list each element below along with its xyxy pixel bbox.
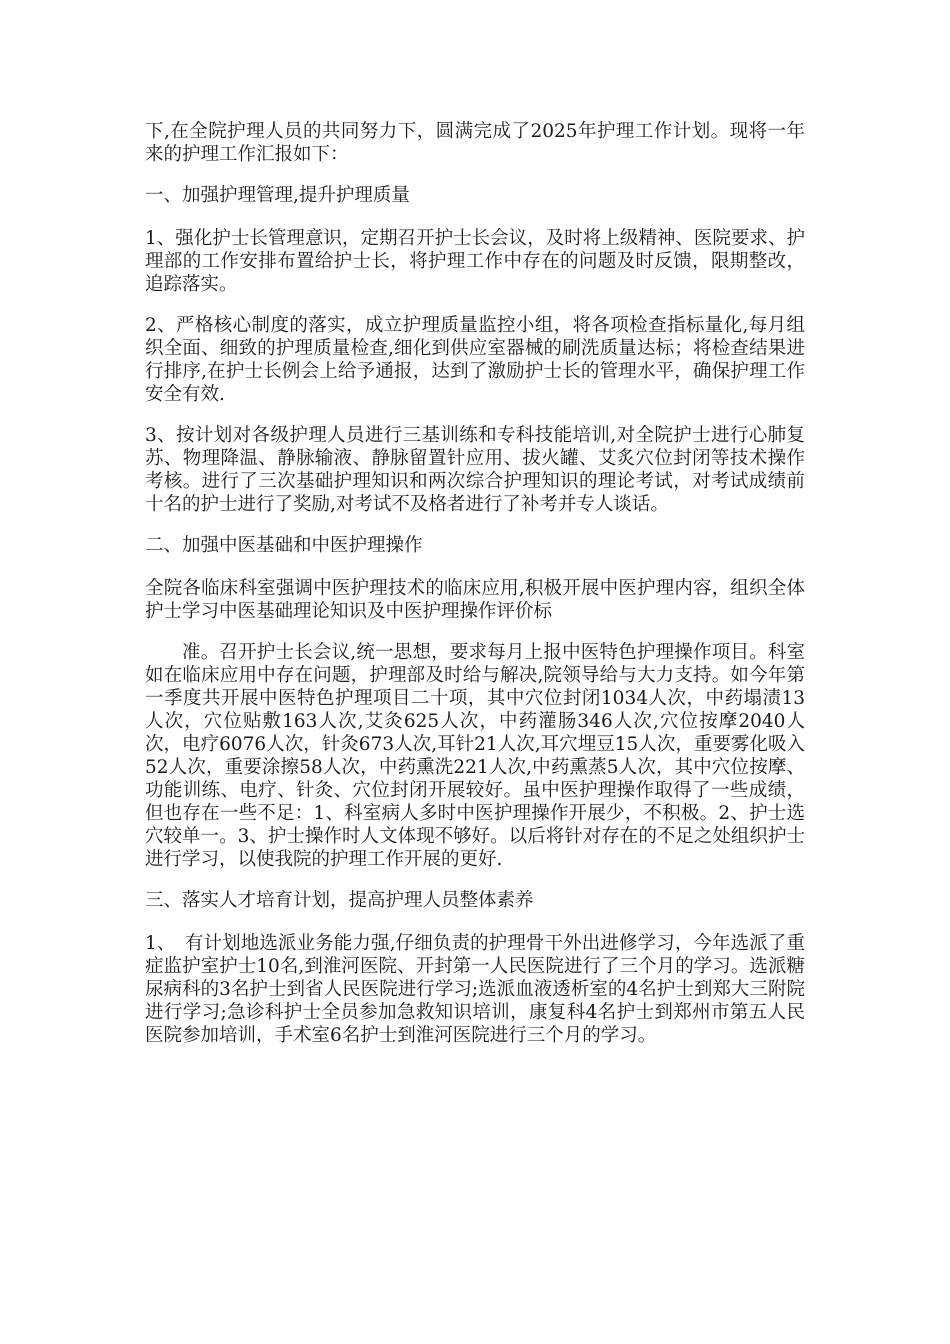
document-page [145,120,805,1065]
section-heading-3: 三、落实人才培育计划，提高护理人员整体素养 [145,890,534,911]
paragraph-tcm-detail: 准。召开护士长会议,统一思想，要求每月上报中医特色护理操作项目。科室如在临床应用中存在问题，护理部及时给与解决,院领导给与大力支持。如今年第一季度共开展中医特色护理项目二十项，其中穴位封闭1034人次，中药塌渍13人次，穴位贴敷163人次,艾灸625人次，中药灌肠346人次,穴位按摩2040人次，电疗6076人次，针灸673人次,耳针21人次,耳穴埋豆15人次，重要雾化吸入52人次，重要涂擦58人次，中药熏洗221人次,中药熏蒸5人次，其中穴位按摩、功能训练、电疗、针灸、穴位封闭开展较好。虽中医护理操作取得了一些成绩，但也存在一些不足：1、科室病人多时中医护理操作开展少，不积极。2、护士选穴较单一。3、护士操作时人文体现不够好。以后将针对存在的不足之处组织护士进行学习，以使我院的护理工作开展的更好. [145,642,805,870]
paragraph-item-2: 2、严格核心制度的落实，成立护理质量监控小组，将各项检查指标量化,每月组织全面、细致的护理质量检查,细化到供应室器械的刷洗质量达标；将检查结果进行排序,在护士长例会上给予通报，达到了激励护士长的管理水平，确保护理工作安全有效. [145,315,805,405]
paragraph-item-3: 3、按计划对各级护理人员进行三基训练和专科技能培训,对全院护士进行心肺复苏、物理降温、静脉输液、静脉留置针应用、拔火罐、艾炙穴位封闭等技术操作考核。进行了三次基础护理知识和两次综合护理知识的理论考试，对考试成绩前十名的护士进行了奖励,对考试不及格者进行了补考并专人谈话。 [145,425,805,515]
paragraph-intro: 下,在全院护理人员的共同努力下，圆满完成了2025年护理工作计划。现将一年来的护理工作汇报如下： [145,121,805,165]
paragraph-training: 1、 有计划地选派业务能力强,仔细负责的护理骨干外出进修学习，今年选派了重症监护室护士10名,到淮河医院、开封第一人民医院进行了三个月的学习。选派糖尿病科的3名护士到省人民医院进行学习;选派血液透析室的4名护士到郑大三附院进行学习;急诊科护士全员参加急救知识培训，康复科4名护士到郑州市第五人民医院参加培训，手术室6名护士到淮河医院进行三个月的学习。 [145,933,805,1046]
paragraph-item-1: 1、强化护士长管理意识，定期召开护士长会议，及时将上级精神、医院要求、护理部的工作安排布置给护士长，将护理工作中存在的问题及时反馈，限期整改，追踪落实。 [145,228,805,295]
section-heading-1: 一、加强护理管理,提升护理质量 [145,185,410,206]
paragraph-tcm-intro: 全院各临床科室强调中医护理技术的临床应用,积极开展中医护理内容，组织全体护士学习中医基础理论知识及中医护理操作评价标 [145,578,805,622]
section-heading-2: 二、加强中医基础和中医护理操作 [145,535,423,556]
